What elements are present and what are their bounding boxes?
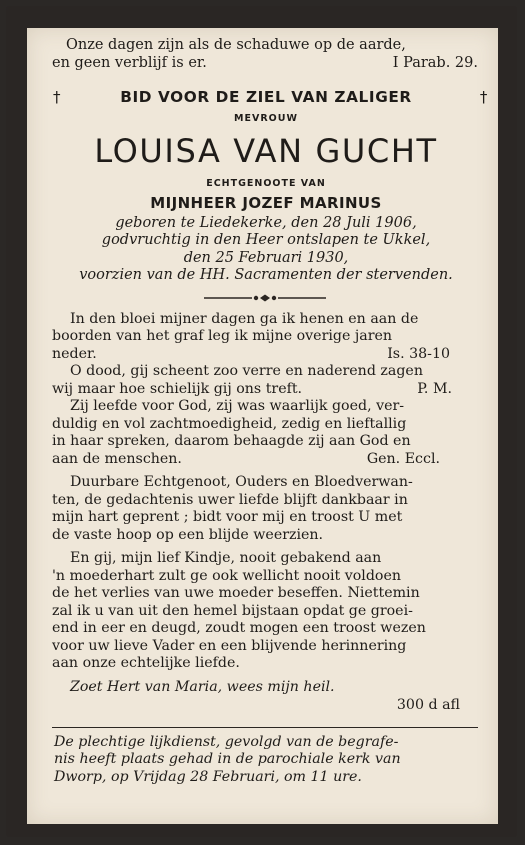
bio-line: geboren te Liedekerke, den 28 Juli 1906, (115, 214, 417, 231)
closing (52, 679, 480, 719)
invocation: Zoet Hert van Maria, wees mijn heil. (70, 678, 335, 695)
verse-row (52, 381, 480, 399)
card-content (52, 37, 488, 786)
verse-reference: P. M. (417, 380, 452, 397)
verse-row (52, 346, 480, 364)
verse-line: neder. (52, 345, 97, 362)
verse-line: Zij leefde voor God, zij was waarlijk goed, ver- (70, 398, 405, 415)
verse-line: mijn hart geprent ; bidt voor mij en troost U met (52, 509, 403, 526)
verse-reference: Is. 38-10 (387, 345, 450, 362)
verse-reference: Gen. Eccl. (366, 450, 440, 467)
bio-line: godvruchtig in den Heer ontslapen te Ukkel, (101, 232, 431, 249)
verse-line: de vaste hoop op een blijde weerzien. (52, 526, 324, 543)
deceased-name: LOUISA VAN GUCHT (94, 131, 438, 170)
verse-line: aan de menschen. (52, 450, 182, 467)
verse-line: En gij, mijn lief Kindje, nooit gebakend aan (70, 550, 382, 567)
verse-3 (52, 398, 480, 468)
verse-line: wij maar hoe schielijk gij ons treft. (52, 380, 303, 397)
footer-line: Dworp, op Vrijdag 28 Februari, om 11 ure. (54, 768, 362, 785)
verse-line: 'n moederhart zult ge ook wellicht nooit voldoen (52, 567, 401, 584)
verse-line: boorden van het graf leg ik mijne overige jaren (52, 328, 393, 345)
verse-line: de het verlies van uwe moeder beseffen. Niettemin (52, 585, 420, 602)
ornament-divider-icon (204, 293, 326, 303)
cross-icon-right: † (479, 88, 488, 106)
epigraph-line-2: en geen verblijf is er. (52, 55, 207, 71)
footer-line: nis heeft plaats gehad in de parochiale kerk van (54, 751, 401, 768)
verse-line: O dood, gij scheent zoo verre en naderend zagen (70, 363, 423, 380)
bio-line: den 25 Februari 1930, (183, 249, 349, 266)
verse-1 (52, 311, 480, 364)
verse-line: ten, de gedachtenis uwer liefde blijft dankbaar in (52, 491, 408, 508)
verse-line: in haar spreken, daarom behaagde zij aan God en (52, 433, 411, 450)
bio-line: voorzien van de HH. Sacramenten der stervenden. (79, 267, 453, 284)
verse-line: aan onze echtelijke liefde. (52, 655, 240, 672)
verse-row (52, 451, 480, 469)
prayer-heading (52, 88, 488, 111)
prayer-text: BID VOOR DE ZIEL VAN ZALIGER (120, 88, 412, 106)
funeral-notice (52, 734, 480, 786)
verse-line: duldig en vol zachtmoedigheid, zedig en lieftallig (52, 415, 407, 432)
footer-rule (52, 727, 478, 728)
epigraph (52, 37, 480, 73)
cross-icon-left: † (53, 88, 62, 106)
title-word: MEVROUW (234, 113, 298, 124)
verse-line: zal ik u van uit den hemel bijstaan opdat ge groei- (52, 602, 413, 619)
verse-line: Duurbare Echtgenoot, Ouders en Bloedverwan- (70, 474, 413, 491)
verse-line: voor uw lieve Vader en een blijvende herinnering (52, 637, 407, 654)
verse-4 (52, 474, 480, 544)
epigraph-reference: I Parab. 29. (392, 55, 478, 71)
verse-line: end in eer en deugd, zoudt mogen een troost wezen (52, 620, 426, 637)
ornament-divider (52, 289, 480, 307)
footer-line: De plechtige lijkdienst, gevolgd van de begrafe- (54, 733, 399, 750)
epigraph-line-1: Onze dagen zijn als de schaduwe op de aarde, (66, 37, 406, 53)
spouse-name: MIJNHEER JOZEF MARINUS (150, 194, 382, 212)
verse-line: In den bloei mijner dagen ga ik henen en aan de (70, 310, 419, 327)
biography (52, 215, 480, 285)
spouse-label: ECHTGENOOTE VAN (206, 177, 326, 189)
verse-5 (52, 550, 480, 673)
indulgence: 300 d afl (396, 696, 460, 713)
verse-2 (52, 363, 480, 398)
